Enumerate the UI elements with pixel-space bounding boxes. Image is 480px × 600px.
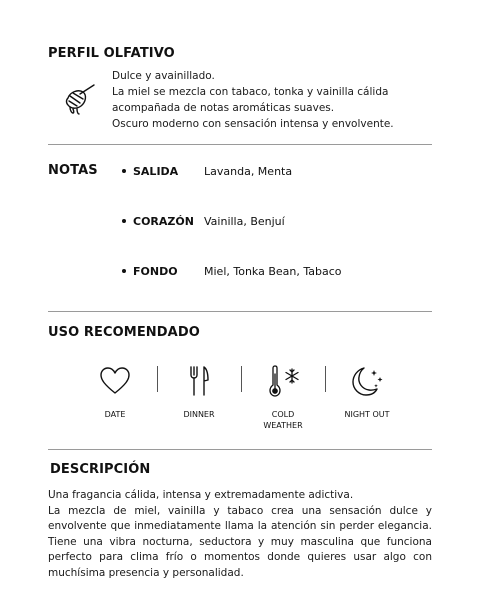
divider	[48, 311, 432, 312]
note-value: Vainilla, Benjuí	[204, 215, 285, 228]
usage-item-night-out	[325, 364, 409, 420]
note-row-fondo	[122, 265, 342, 278]
usage-label-line: COLD	[271, 410, 295, 419]
note-value: Miel, Tonka Bean, Tabaco	[204, 265, 342, 278]
divider	[48, 449, 432, 450]
note-row-corazon	[122, 215, 285, 228]
bullet-icon	[122, 269, 126, 273]
olfactory-description	[112, 68, 394, 132]
olfactory-line: La miel se mezcla con tabaco, tonka y vainilla cálida	[112, 86, 389, 98]
bullet-icon	[122, 169, 126, 173]
note-value: Lavanda, Menta	[204, 165, 293, 178]
note-row-salida	[122, 165, 293, 178]
note-label: SALIDA	[133, 165, 179, 178]
section-title-usage: USO RECOMENDADO	[48, 325, 200, 340]
usage-item-cold-weather	[241, 364, 325, 431]
section-title-description: DESCRIPCIÓN	[50, 462, 151, 477]
olfactory-line: acompañada de notas aromáticas suaves.	[112, 102, 335, 114]
usage-item-dinner	[157, 364, 241, 420]
usage-label: DATE	[104, 410, 126, 419]
bullet-icon	[122, 219, 126, 223]
note-label: CORAZÓN	[133, 215, 194, 228]
description-paragraph: Una fragancia cálida, intensa y extremadamente adictiva.	[48, 489, 354, 501]
usage-label-line: WEATHER	[263, 421, 303, 430]
divider	[48, 144, 432, 145]
heart-icon	[98, 364, 132, 398]
usage-label: NIGHT OUT	[344, 410, 390, 419]
usage-label	[241, 409, 325, 431]
fork-knife-icon	[182, 364, 216, 398]
moon-stars-icon	[347, 364, 387, 398]
thermometer-snowflake-icon	[263, 364, 303, 398]
section-title-olfactory: PERFIL OLFATIVO	[48, 46, 175, 61]
olfactory-line: Dulce y avainillado.	[112, 70, 215, 82]
usage-label: DINNER	[183, 410, 215, 419]
description-body	[48, 488, 432, 581]
olfactory-line: Oscuro moderno con sensación intensa y envolvente.	[112, 118, 394, 130]
usage-item-date	[73, 364, 157, 420]
description-paragraph: La mezcla de miel, vainilla y tabaco crea una sensación dulce y envolvente que inmediatamente llama la atención sin perder elegancia. Tiene una vibra nocturna, seductora y muy masculina que funciona perfecto para clima frío o momentos donde quieres usar algo con muchísima presencia y personalidad.	[48, 504, 432, 579]
honey-dipper-icon	[60, 80, 100, 120]
note-label: FONDO	[133, 265, 178, 278]
section-title-notes: NOTAS	[48, 163, 98, 178]
